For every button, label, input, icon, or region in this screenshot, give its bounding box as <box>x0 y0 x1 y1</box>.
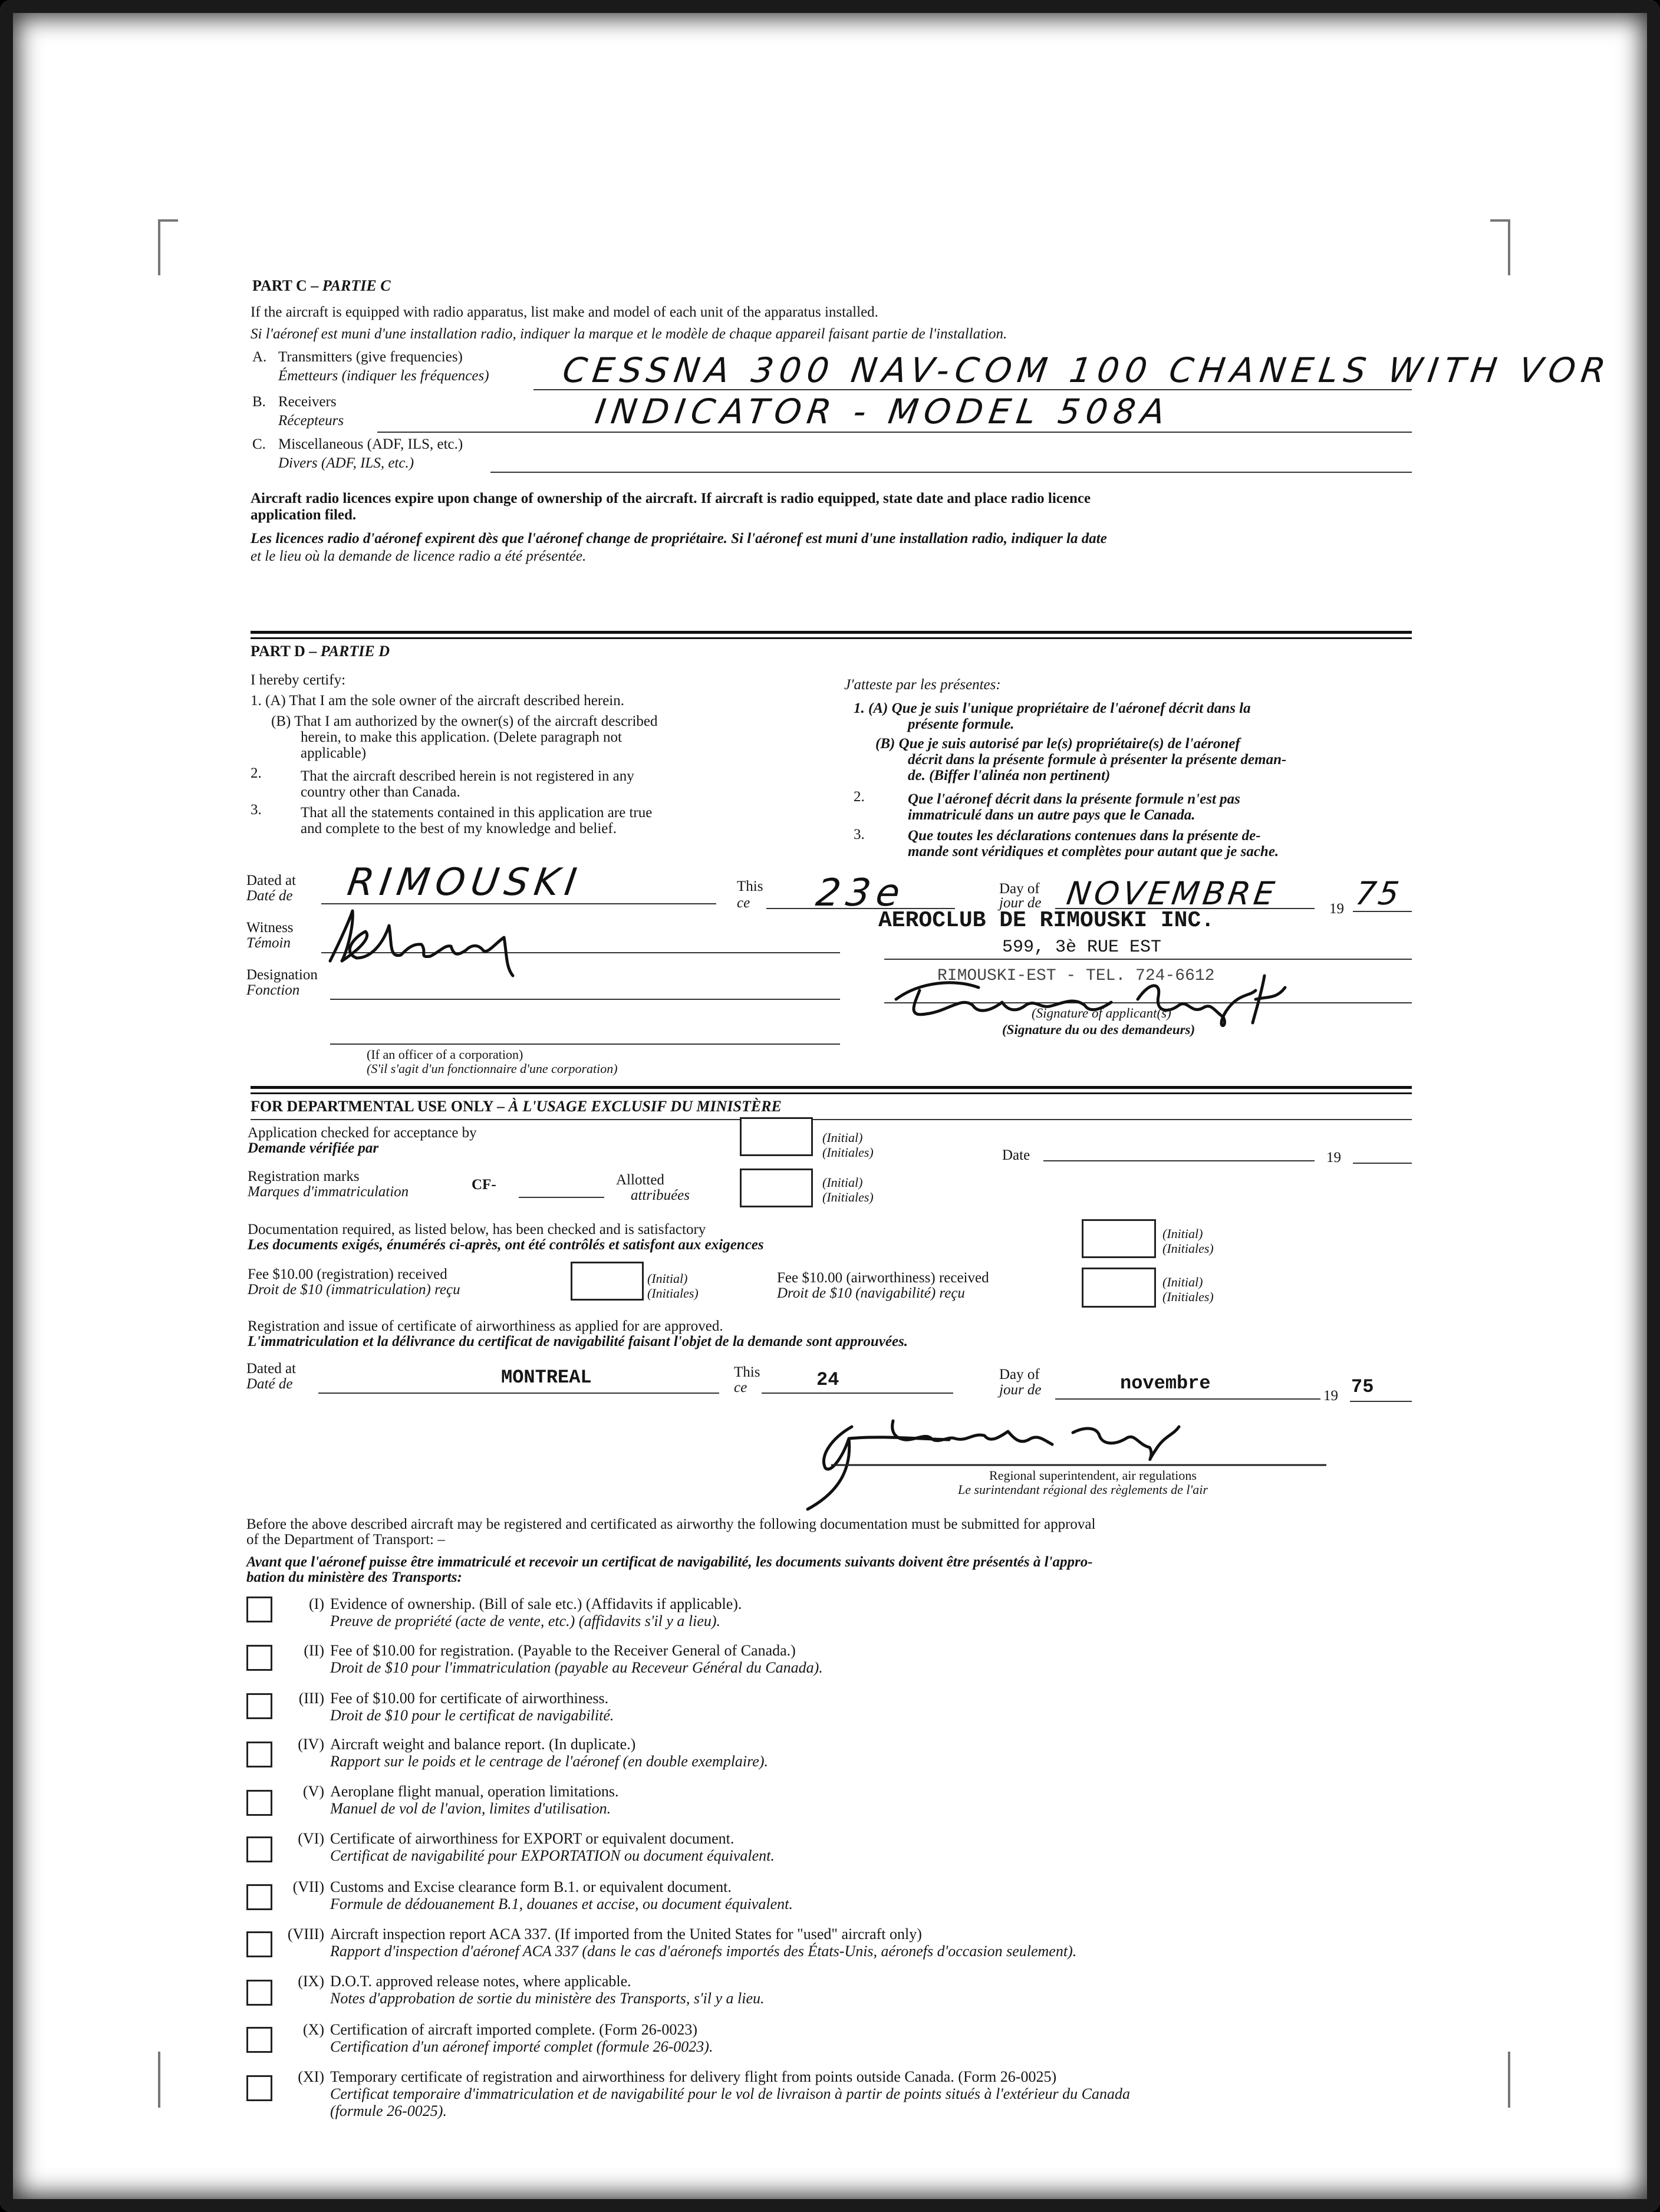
transmitters-label: Transmitters (give frequencies) <box>278 349 463 365</box>
officer-note-fr: (S'il s'agit d'un fonctionnaire d'une corporation) <box>367 1061 618 1076</box>
item-7-fr: Formule de dédouanement B.1, douanes et accise, ou document équivalent. <box>330 1895 793 1913</box>
item-8-num: (VIII) <box>287 1925 324 1943</box>
allotted-label-fr: attribuées <box>631 1187 690 1203</box>
cert-fr-3-num: 3. <box>854 827 865 842</box>
section-divider <box>251 631 1412 639</box>
cert-en-1a: 1. (A) That I am the sole owner of the aircraft described herein. <box>251 693 624 709</box>
fee-reg-label-fr: Droit de $10 (immatriculation) reçu <box>248 1282 460 1298</box>
fee-reg-label: Fee $10.00 (registration) received <box>248 1266 447 1282</box>
this-label: This <box>737 878 763 894</box>
reg-prefix: CF- <box>472 1177 496 1193</box>
initial-label-fr: (Initiales) <box>1162 1289 1214 1304</box>
cert-en-1b-3: applicable) <box>301 745 367 761</box>
fee-air-label: Fee $10.00 (airworthiness) received <box>777 1270 989 1286</box>
transmitters-label-fr: Émetteurs (indiquer les fréquences) <box>278 368 489 384</box>
cert-en-2-1: That the aircraft described herein is not registered in any <box>301 768 634 784</box>
licence-note-fr-2: et le lieu où la demande de licence radio a été présentée. <box>251 548 587 564</box>
cert-fr-3-1: Que toutes les déclarations contenues dans la présente de- <box>908 828 1261 844</box>
item-9-num: (IX) <box>298 1973 324 1990</box>
initial-label: (Initial) <box>647 1271 688 1286</box>
item-4-en: Aircraft weight and balance report. (In duplicate.) <box>330 1736 636 1753</box>
crop-mark <box>158 219 178 222</box>
dept-year-line <box>1350 1401 1412 1402</box>
cert-en-2-2: country other than Canada. <box>301 784 460 800</box>
stamp-line-1 <box>884 959 1412 960</box>
initial-label: (Initial) <box>1162 1275 1203 1289</box>
part-c-title-fr: PARTIE C <box>322 277 391 294</box>
dept-dated-value: MONTREAL <box>501 1367 592 1388</box>
dept-this-label-fr: ce <box>734 1380 747 1395</box>
dept-this-value: 24 <box>816 1369 839 1391</box>
superintendent-label-fr: Le surintendant régional des règlements de l'air <box>958 1482 1208 1497</box>
item-11-en: Temporary certificate of registration and airworthiness for delivery flight from points outside Canada. (Form 26-0025) <box>330 2068 1057 2085</box>
item-2-num: (II) <box>304 1642 324 1659</box>
reg-marks-line <box>519 1197 604 1198</box>
licence-note-fr-1: Les licences radio d'aéronef expirent dès que l'aéronef change de propriétaire. Si l'aéronef est muni d'une installation radio, indiquer la date <box>251 531 1107 547</box>
item-3-en: Fee of $10.00 for certificate of airworthiness. <box>330 1690 609 1707</box>
item-5-fr: Manuel de vol de l'avion, limites d'utilisation. <box>330 1800 611 1817</box>
initial-box-fee-registration[interactable] <box>571 1262 644 1301</box>
approval-text: Registration and issue of certificate of airworthiness as applied for are approved. <box>248 1318 723 1334</box>
item-7-num: (VII) <box>292 1878 324 1895</box>
dept-year-value: 75 <box>1351 1376 1374 1398</box>
dated-label-fr: Daté de <box>246 888 293 904</box>
item-6-num: (VI) <box>298 1830 324 1847</box>
dept-dated-label-fr: Daté de <box>246 1376 293 1392</box>
item-4-text <box>330 1736 768 1770</box>
cert-fr-1a-2: présente formule. <box>908 716 1015 732</box>
item-11-num: (XI) <box>298 2068 324 2085</box>
item-10-fr: Certification d'un aéronef importé complet (formule 26-0023). <box>330 2038 713 2055</box>
dept-day-value: novembre <box>1120 1372 1211 1394</box>
licence-note-2: application filed. <box>251 507 357 523</box>
item-2-en: Fee of $10.00 for registration. (Payable to the Receiver General of Canada.) <box>330 1642 796 1659</box>
certify-label: I hereby certify: <box>251 672 346 688</box>
item-11-fr: Certificat temporaire d'immatriculation et de navigabilité pour le vol de livraison à partir de points situés à l'extérieur du Canada <box>330 2085 1130 2102</box>
initial-label: (Initial) <box>822 1130 863 1145</box>
part-d-title-fr: PARTIE D <box>320 643 390 660</box>
item-4-fr: Rapport sur le poids et le centrage de l'aéronef (en double exemplaire). <box>330 1753 768 1770</box>
item-7-text <box>330 1878 793 1913</box>
cert-en-3-1: That all the statements contained in this application are true <box>301 805 653 821</box>
witness-label-fr: Témoin <box>246 935 291 951</box>
dated-label: Dated at <box>246 873 296 888</box>
sig-applicant-label: (Signature of applicant(s) <box>1032 1006 1171 1021</box>
item-8-text <box>330 1925 1076 1960</box>
date-year-prefix: 19 <box>1326 1150 1341 1166</box>
cert-fr-1a-1: 1. (A) Que je suis l'unique propriétaire de l'aéronef décrit dans la <box>854 700 1251 716</box>
officer-note: (If an officer of a corporation) <box>367 1047 523 1062</box>
crop-mark <box>1508 219 1510 275</box>
designation-label: Designation <box>246 967 318 983</box>
cert-fr-1b-2: décrit dans la présente formule à présenter la présente deman- <box>908 752 1287 768</box>
item-6-en: Certificate of airworthiness for EXPORT or equivalent document. <box>330 1830 735 1847</box>
crop-mark <box>158 219 160 275</box>
initial-label-fr: (Initiales) <box>647 1286 699 1301</box>
misc-line <box>490 472 1412 473</box>
dept-dated-line <box>318 1393 719 1394</box>
item-3-fr: Droit de $10 pour le certificat de navigabilité. <box>330 1707 614 1724</box>
departmental-title: FOR DEPARTMENTAL USE ONLY <box>251 1098 493 1115</box>
part-c-c-letter: C. <box>252 436 266 452</box>
day-label-fr: jour de <box>999 895 1042 911</box>
item-1-num: (I) <box>309 1595 324 1612</box>
initial-label-fr: (Initiales) <box>822 1190 874 1204</box>
item-10-num: (X) <box>302 2021 324 2038</box>
cert-en-1b-1: (B) That I am authorized by the owner(s) of the aircraft described <box>271 713 658 729</box>
departmental-title-fr: À L'USAGE EXCLUSIF DU MINISTÈRE <box>508 1098 782 1115</box>
cert-en-3-2: and complete to the best of my knowledge and belief. <box>301 821 617 837</box>
dept-dated-label: Dated at <box>246 1361 296 1377</box>
cert-fr-1b-1: (B) Que je suis autorisé par le(s) propriétaire(s) de l'aéronef <box>875 736 1240 752</box>
item-10-en: Certification of aircraft imported complete. (Form 26-0023) <box>330 2021 698 2038</box>
witness-label: Witness <box>246 920 294 936</box>
part-c-a-letter: A. <box>252 349 267 365</box>
departmental-rule <box>251 1119 1412 1120</box>
item-1-fr: Preuve de propriété (acte de vente, etc.) (affidavits s'il y a lieu). <box>330 1612 721 1630</box>
reg-marks-label: Registration marks <box>248 1168 360 1184</box>
year-prefix: 19 <box>1329 901 1344 917</box>
stamp-address: 599, 3è RUE EST <box>1002 937 1162 957</box>
item-5-num: (V) <box>302 1783 324 1800</box>
part-c-title: PART C <box>252 277 307 294</box>
superintendent-label: Regional superintendent, air regulations <box>989 1468 1197 1483</box>
dept-day-label: Day of <box>999 1367 1040 1382</box>
req-intro-2: of the Department of Transport: – <box>246 1532 445 1548</box>
dept-this-label: This <box>734 1364 760 1380</box>
dated-value: RIMOUSKI <box>344 861 585 904</box>
doc-required-label: Documentation required, as listed below, has been checked and is satisfactory <box>248 1222 706 1237</box>
crop-mark <box>1490 219 1510 222</box>
witness-signature <box>318 902 554 979</box>
day-label: Day of <box>999 881 1040 897</box>
cert-fr-2-2: immatriculé dans un autre pays que le Canada. <box>908 807 1195 823</box>
transmitters-value: CESSNA 300 NAV-COM 100 CHANELS WITH VOR <box>560 350 1614 390</box>
departmental-heading: FOR DEPARTMENTAL USE ONLY – À L'USAGE EXCLUSIF DU MINISTÈRE <box>251 1098 782 1115</box>
part-d-title: PART D <box>251 643 305 660</box>
initial-label-fr: (Initiales) <box>822 1145 874 1160</box>
req-intro-fr-2: bation du ministère des Transports: <box>246 1569 462 1585</box>
certify-label-fr: J'atteste par les présentes: <box>844 677 1001 693</box>
stamp-company: AEROCLUB DE RIMOUSKI INC. <box>878 908 1215 933</box>
part-c-b-letter: B. <box>252 394 266 410</box>
item-11-fr-2: (formule 26-0025). <box>330 2102 447 2119</box>
cert-en-1b-2: herein, to make this application. (Delete paragraph not <box>301 729 622 745</box>
initial-box-application[interactable] <box>740 1117 813 1156</box>
dept-day-label-fr: jour de <box>999 1382 1042 1398</box>
item-6-fr: Certificat de navigabilité pour EXPORTATION ou document équivalent. <box>330 1847 775 1864</box>
item-1-text <box>330 1595 742 1630</box>
item-3-num: (III) <box>298 1690 324 1707</box>
superintendent-signature <box>796 1403 1326 1515</box>
item-2-fr: Droit de $10 pour l'immatriculation (payable au Receveur Général du Canada). <box>330 1659 823 1676</box>
item-9-fr: Notes d'approbation de sortie du ministère des Transports, s'il y a lieu. <box>330 1990 765 2007</box>
crop-mark <box>158 2052 160 2108</box>
date-label: Date <box>1002 1147 1030 1163</box>
receivers-line <box>377 432 1412 433</box>
item-4-num: (IV) <box>298 1736 324 1753</box>
doc-required-label-fr: Les documents exigés, énumérés ci-après, ont été contrôlés et satisfont aux exigences <box>248 1237 764 1253</box>
item-3-text <box>330 1690 614 1724</box>
receivers-label: Receivers <box>278 394 337 410</box>
item-8-fr: Rapport d'inspection d'aéronef ACA 337 (dans le cas d'aéronefs importés des États-Unis, aéronefs d'occasion seulement). <box>330 1943 1077 1960</box>
initial-box-registration[interactable] <box>740 1168 813 1207</box>
stamp-phone: RIMOUSKI-EST - TEL. 724-6612 <box>937 967 1215 985</box>
receivers-value: INDICATOR - MODEL 508A <box>592 391 1174 432</box>
date-line <box>1043 1160 1315 1161</box>
misc-label: Miscellaneous (ADF, ILS, etc.) <box>278 436 463 452</box>
fee-air-label-fr: Droit de $10 (navigabilité) reçu <box>777 1285 965 1301</box>
day-value: NOVEMBRE <box>1064 875 1280 912</box>
initial-label: (Initial) <box>1162 1226 1203 1241</box>
dept-year-prefix: 19 <box>1323 1388 1338 1404</box>
cert-fr-2-1: Que l'aéronef décrit dans la présente formule n'est pas <box>908 791 1240 807</box>
reg-marks-label-fr: Marques d'immatriculation <box>248 1184 409 1200</box>
item-5-text <box>330 1783 619 1817</box>
initial-box-fee-airworthiness[interactable] <box>1082 1268 1156 1308</box>
licence-note-1: Aircraft radio licences expire upon change of ownership of the aircraft. If aircraft is radio equipped, state date and place radio licence <box>251 491 1091 506</box>
item-9-text <box>330 1973 764 2007</box>
item-7-en: Customs and Excise clearance form B.1. or equivalent document. <box>330 1878 732 1895</box>
item-11-text <box>330 2068 1130 2119</box>
cert-fr-2-num: 2. <box>854 789 865 805</box>
cert-fr-3-2: mande sont véridiques et complètes pour autant que je sache. <box>908 844 1279 860</box>
app-checked-label: Application checked for acceptance by <box>248 1125 477 1141</box>
cert-fr-1b-3: de. (Biffer l'alinéa non pertinent) <box>908 768 1111 784</box>
req-intro-fr-1: Avant que l'aéronef puisse être immatriculé et recevoir un certificat de navigabilité, les documents suivants doivent être présentés à l'appro- <box>246 1554 1093 1570</box>
sig-applicant-label-fr: (Signature du ou des demandeurs) <box>1002 1022 1195 1037</box>
item-9-en: D.O.T. approved release notes, where applicable. <box>330 1973 631 1990</box>
initial-box-documentation[interactable] <box>1082 1219 1156 1258</box>
dept-day-line <box>1055 1398 1320 1400</box>
item-6-text <box>330 1830 775 1864</box>
dept-this-line <box>762 1393 953 1394</box>
receivers-label-fr: Récepteurs <box>278 413 344 429</box>
initial-label: (Initial) <box>822 1175 863 1190</box>
date-year-line <box>1353 1163 1412 1164</box>
part-c-intro-fr: Si l'aéronef est muni d'une installation radio, indiquer la marque et le modèle de chaque appareil faisant partie de l'installation. <box>251 326 1007 342</box>
app-checked-label-fr: Demande vérifiée par <box>248 1140 379 1156</box>
misc-label-fr: Divers (ADF, ILS, etc.) <box>278 455 414 471</box>
req-intro-1: Before the above described aircraft may be registered and certificated as airworthy the following documentation must be submitted for approval <box>246 1516 1096 1532</box>
item-8-en: Aircraft inspection report ACA 337. (If imported from the United States for "used" aircraft only) <box>330 1925 922 1943</box>
designation-line <box>330 999 840 1000</box>
item-10-text <box>330 2021 713 2055</box>
cert-en-3-num: 3. <box>251 802 262 818</box>
designation-label-fr: Fonction <box>246 982 300 998</box>
designation-line-2 <box>330 1044 840 1045</box>
item-2-text <box>330 1642 823 1676</box>
this-label-fr: ce <box>737 895 750 911</box>
item-1-en: Evidence of ownership. (Bill of sale etc.) (Affidavits if applicable). <box>330 1595 742 1612</box>
this-value: 23e <box>813 871 909 915</box>
part-d-heading: PART D – PARTIE D <box>251 643 390 660</box>
part-c-intro: If the aircraft is equipped with radio apparatus, list make and model of each unit of the apparatus installed. <box>251 304 878 320</box>
crop-mark <box>1508 2052 1510 2108</box>
initial-label-fr: (Initiales) <box>1162 1241 1214 1256</box>
year-value: 75 <box>1353 875 1404 912</box>
item-5-en: Aeroplane flight manual, operation limitations. <box>330 1783 619 1800</box>
approval-text-fr: L'immatriculation et la délivrance du certificat de navigabilité faisant l'objet de la demande sont approuvées. <box>248 1334 908 1349</box>
allotted-label: Allotted <box>616 1172 664 1188</box>
cert-en-2-num: 2. <box>251 765 262 781</box>
part-c-heading: PART C – PARTIE C <box>252 277 391 294</box>
section-divider <box>251 1086 1412 1094</box>
